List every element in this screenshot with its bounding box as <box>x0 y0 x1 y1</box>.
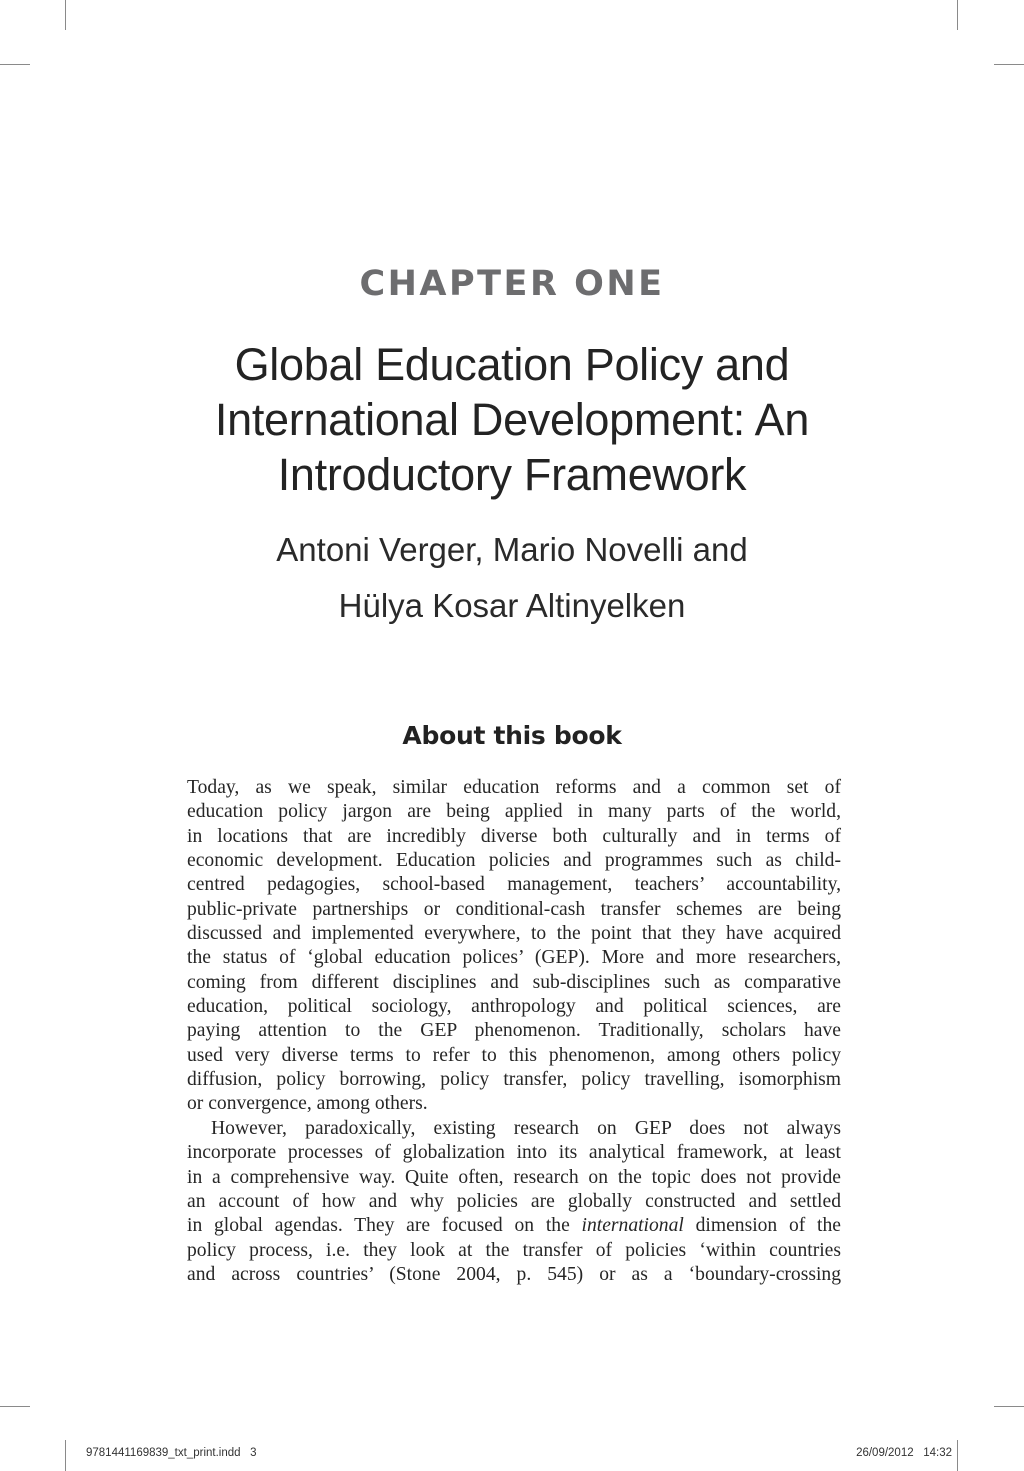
emphasis-text: international <box>581 1215 684 1237</box>
text-line: and across countries’ (Stone 2004, p. 545) or as a ‘boundary-crossing <box>187 1263 841 1285</box>
text-segment: dimension of the <box>683 1215 841 1237</box>
crop-mark-left-lower <box>0 1406 30 1407</box>
paragraph <box>187 1117 841 1287</box>
footer-time: 14:32 <box>923 1447 952 1459</box>
section-heading: About this book <box>402 721 622 750</box>
text-line: policy process, i.e. they look at the transfer of policies ‘within countries <box>187 1239 841 1261</box>
text-line: or convergence, among others. <box>187 1093 428 1115</box>
crop-mark-bottom-right <box>957 1440 958 1471</box>
text-line: an account of how and why policies are globally constructed and settled <box>187 1190 841 1212</box>
footer-timestamp <box>856 1447 952 1459</box>
text-line: However, paradoxically, existing research on GEP does not always <box>211 1117 841 1139</box>
crop-mark-right-lower <box>994 1406 1024 1407</box>
author-line: Hülya Kosar Altinyelken <box>338 587 686 624</box>
text-line: incorporate processes of globalization into its analytical framework, at least <box>187 1142 841 1164</box>
chapter-label: CHAPTER ONE <box>359 264 665 304</box>
text-line: Today, as we speak, similar education reforms and a common set of <box>187 777 841 798</box>
text-line: discussed and implemented everywhere, to the point that they have acquired <box>187 923 841 945</box>
footer-date: 26/09/2012 <box>856 1447 914 1459</box>
text-line: paying attention to the GEP phenomenon. Traditionally, scholars have <box>187 1020 841 1042</box>
text-line: coming from different disciplines and sub-disciplines such as comparative <box>187 971 841 993</box>
text-line-with-emphasis <box>187 1214 841 1238</box>
title-line: International Development: An <box>214 394 810 445</box>
text-line: economic development. Education policies and programmes such as child- <box>187 850 841 872</box>
footer-file-info: 9781441169839_txt_print.indd 3 <box>86 1447 257 1459</box>
crop-mark-bottom-left <box>65 1440 66 1471</box>
text-line: education policy jargon are being applied in many parts of the world, <box>187 801 841 823</box>
body-text <box>187 776 841 1287</box>
title-line: Introductory Framework <box>277 449 747 500</box>
text-segment: in global agendas. They are focused on the <box>187 1215 582 1237</box>
text-line: education, political sociology, anthropology and political sciences, are <box>187 996 841 1018</box>
text-line: the status of ‘global education polices’ (GEP). More and more researchers, <box>187 947 841 969</box>
crop-mark-left-upper <box>0 64 30 65</box>
text-line: centred pedagogies, school-based management, teachers’ accountability, <box>187 874 841 896</box>
text-line: used very diverse terms to refer to this phenomenon, among others policy <box>187 1044 841 1066</box>
text-line: diffusion, policy borrowing, policy transfer, policy travelling, isomorphism <box>187 1069 841 1091</box>
chapter-title <box>150 337 874 502</box>
chapter-authors <box>150 522 874 634</box>
crop-mark-top-left <box>65 0 66 30</box>
text-line: in locations that are incredibly diverse both culturally and in terms of <box>187 825 841 847</box>
author-line: Antoni Verger, Mario Novelli and <box>276 531 748 568</box>
text-line: in a comprehensive way. Quite often, research on the topic does not provide <box>187 1166 841 1188</box>
crop-mark-top-right <box>957 0 958 30</box>
crop-mark-right-upper <box>994 64 1024 65</box>
paragraph <box>187 776 841 1117</box>
title-line: Global Education Policy and <box>234 339 790 390</box>
text-line: public-private partnerships or conditional-cash transfer schemes are being <box>187 898 841 920</box>
